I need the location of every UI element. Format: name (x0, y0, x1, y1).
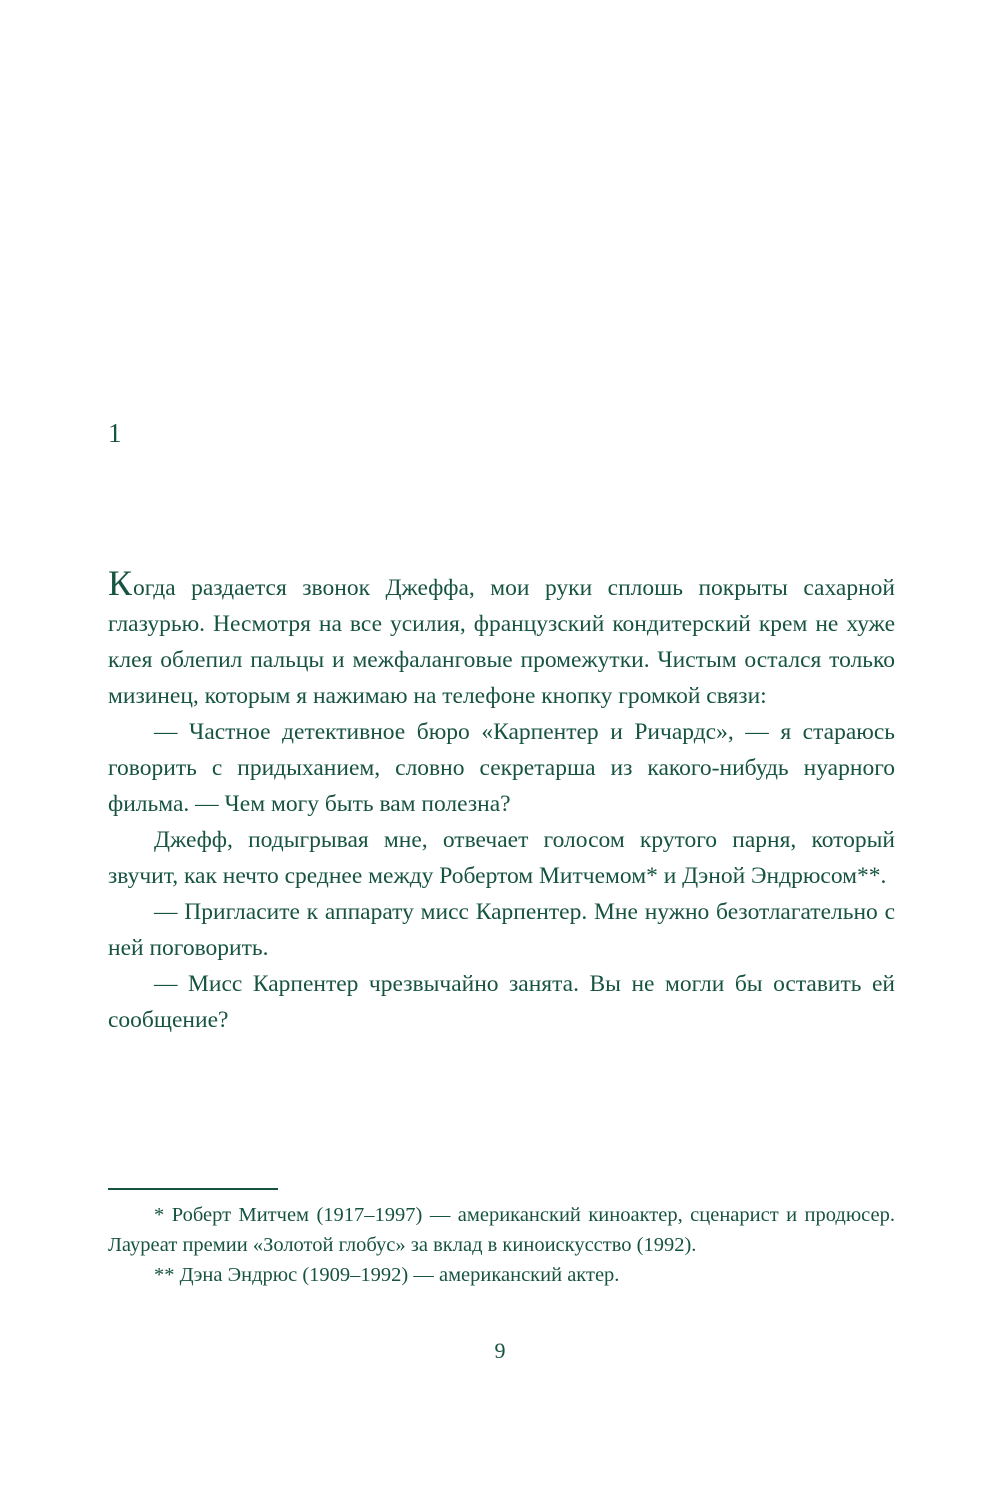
paragraph: — Мисс Карпентер чрезвычайно занята. Вы не могли бы оставить ей сообщение? (108, 971, 895, 1033)
paragraph: — Частное детективное бюро «Карпентер и Ричардс», — я стараюсь говорить с придыханием, словно секретарша из какого-нибудь нуарного фильма. — Чем могу быть вам полезна? (108, 719, 895, 817)
paragraph: Джефф, подыгрывая мне, отвечает голосом крутого парня, который звучит, как нечто среднее между Робертом Митчемом* и Дэной Эндрюсом**. (108, 827, 895, 889)
footnote: * Роберт Митчем (1917–1997) — американский киноактер, сценарист и продюсер. Лауреат премии «Золотой глобус» за вклад в киноискусство (1992). (108, 1204, 895, 1256)
footnote: ** Дэна Эндрюс (1909–1992) — американский актер. (154, 1264, 620, 1286)
body-text (108, 563, 895, 1038)
paragraph-text: огда раздается звонок Джеффа, мои руки сплошь покрыты сахарной глазурью. Несмотря на все усилия, французский кондитерский крем не хуже клея облепил пальцы и межфаланговые промежутки. Чистым остался только мизинец, которым я нажимаю на телефоне кнопку громкой связи: (108, 575, 895, 709)
page-number: 9 (494, 1338, 506, 1363)
paragraph (108, 563, 895, 714)
footnote-block (108, 1188, 895, 1290)
footnote-separator (108, 1188, 278, 1190)
drop-cap-letter: К (108, 563, 134, 603)
paragraph: — Пригласите к аппарату мисс Карпентер. Мне нужно безотлагательно с ней поговорить. (108, 899, 895, 961)
chapter-number: 1 (108, 418, 123, 448)
